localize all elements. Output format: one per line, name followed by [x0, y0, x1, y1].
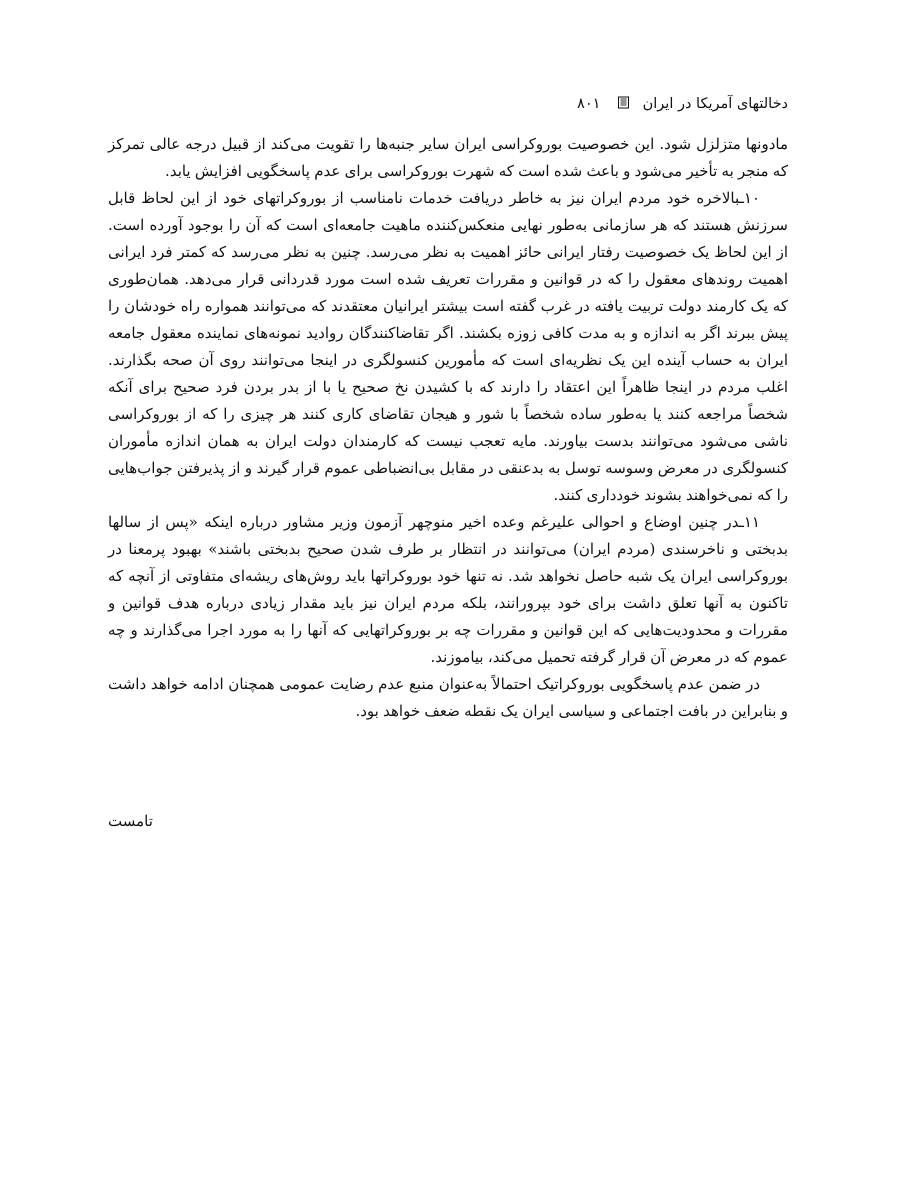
paragraph-conclusion: در ضمن عدم پاسخگویی بوروکراتیک احتمالاً به‌عنوان منبع عدم رضایت عمومی همچنان ادامه خواهد داشت و بنابراین در بافت اجتماعی و سیاسی ایران یک نقطه ضعف خواهد بود.: [108, 675, 788, 720]
running-title: دخالتهای آمریکا در ایران: [642, 96, 788, 112]
paragraph-11: ۱۱ـدر چنین اوضاع و احوالی علیرغم وعده اخیر منوچهر آزمون وزیر مشاور درباره اینکه «پس از سالها بدبختی و ناخرسندی (مردم ایران) می‌توانند در انتظار بر طرف شدن صحیح بدبختی باشند» بهبود پرمعنا در بوروکراسی ایران یک شبه حاصل نخواهد شد. نه تنها خود بوروکراتها باید روش‌های ریشه‌ای متفاوتی از آنچه که تاکنون به آنها تعلق داشت برای خود بپرورانند، بلکه مردم ایران نیز باید مقدار زیادی درباره هدف قوانین و مقررات و محدودیت‌هایی که این قوانین و مقررات چه بر بوروکراتهایی که آنها را به مورد اجرا می‌گذارند و چه عموم که در معرض آن قرار گرفته تحمیل می‌کند، بیاموزند.: [108, 513, 788, 666]
page-number: ۸۰۱: [577, 96, 601, 112]
paragraph-10: ۱۰ـبالاخره خود مردم ایران نیز به خاطر دریافت خدمات نامناسب از بوروکراتهای خود از این لحاظ قابل سرزنش هستند که هر سازمانی به‌طور نهایی منعکس‌کننده ماهیت جامعه‌ای است که آن را بوجود آورده است. از این لحاظ یک خصوصیت رفتار ایرانی حائز اهمیت به نظر می‌رسد. چنین به نظر می‌رسد که کمتر فرد ایرانی اهمیت روندهای معقول را که در قوانین و مقررات تعریف شده است مورد قدردانی قرار می‌دهد. همان‌طوری که یک کارمند دولت تربیت یافته در غرب گفته است بیشتر ایرانیان معتقدند که می‌توانند همواره راه خودشان را پیش ببرند اگر به اندازه و به مدت کافی زوزه بکشند. اگر تقاضاکنندگان روادید نمونه‌های نماینده معقول جامعه ایران به حساب آینده این یک نظریه‌ای است که مأمورین کنسولگری در اینجا می‌توانند روی آن صحه بگذارند. اغلب مردم در اینجا ظاهراً این اعتقاد را دارند که با کشیدن نخ صحیح یا با از بدر بردن فرد صحیح برای آنکه شخصاً مراجعه کنند یا به‌طور ساده شخصاً با شور و هیجان تقاضای کاری کنند هر چیزی را که از بوروکراسی ناشی می‌شود می‌توانند بدست بیاورند. مایه تعجب نیست که کارمندان دولت ایران به همان اندازه مأموران کنسولگری در معرض وسوسه توسل به بدعنقی در مقابل بی‌انضباطی عموم قرار گیرند و از پذیرفتن جواب‌هایی را که نمی‌خواهند بشوند خودداری کنند.: [108, 189, 788, 504]
body-text: [108, 131, 788, 725]
paragraph-continuation: مادونها متزلزل شود. این خصوصیت بوروکراسی ایران سایر جنبه‌ها را تقویت می‌کند از قبیل درجه عالی تمرکز که منجر به تأخیر می‌شود و باعث شده است که شهرت بوروکراسی برای عدم پاسخگویی افزایش یابد.: [108, 135, 788, 180]
ending-note: تامست: [108, 812, 153, 830]
running-header: [108, 94, 788, 114]
book-icon: [617, 96, 630, 109]
